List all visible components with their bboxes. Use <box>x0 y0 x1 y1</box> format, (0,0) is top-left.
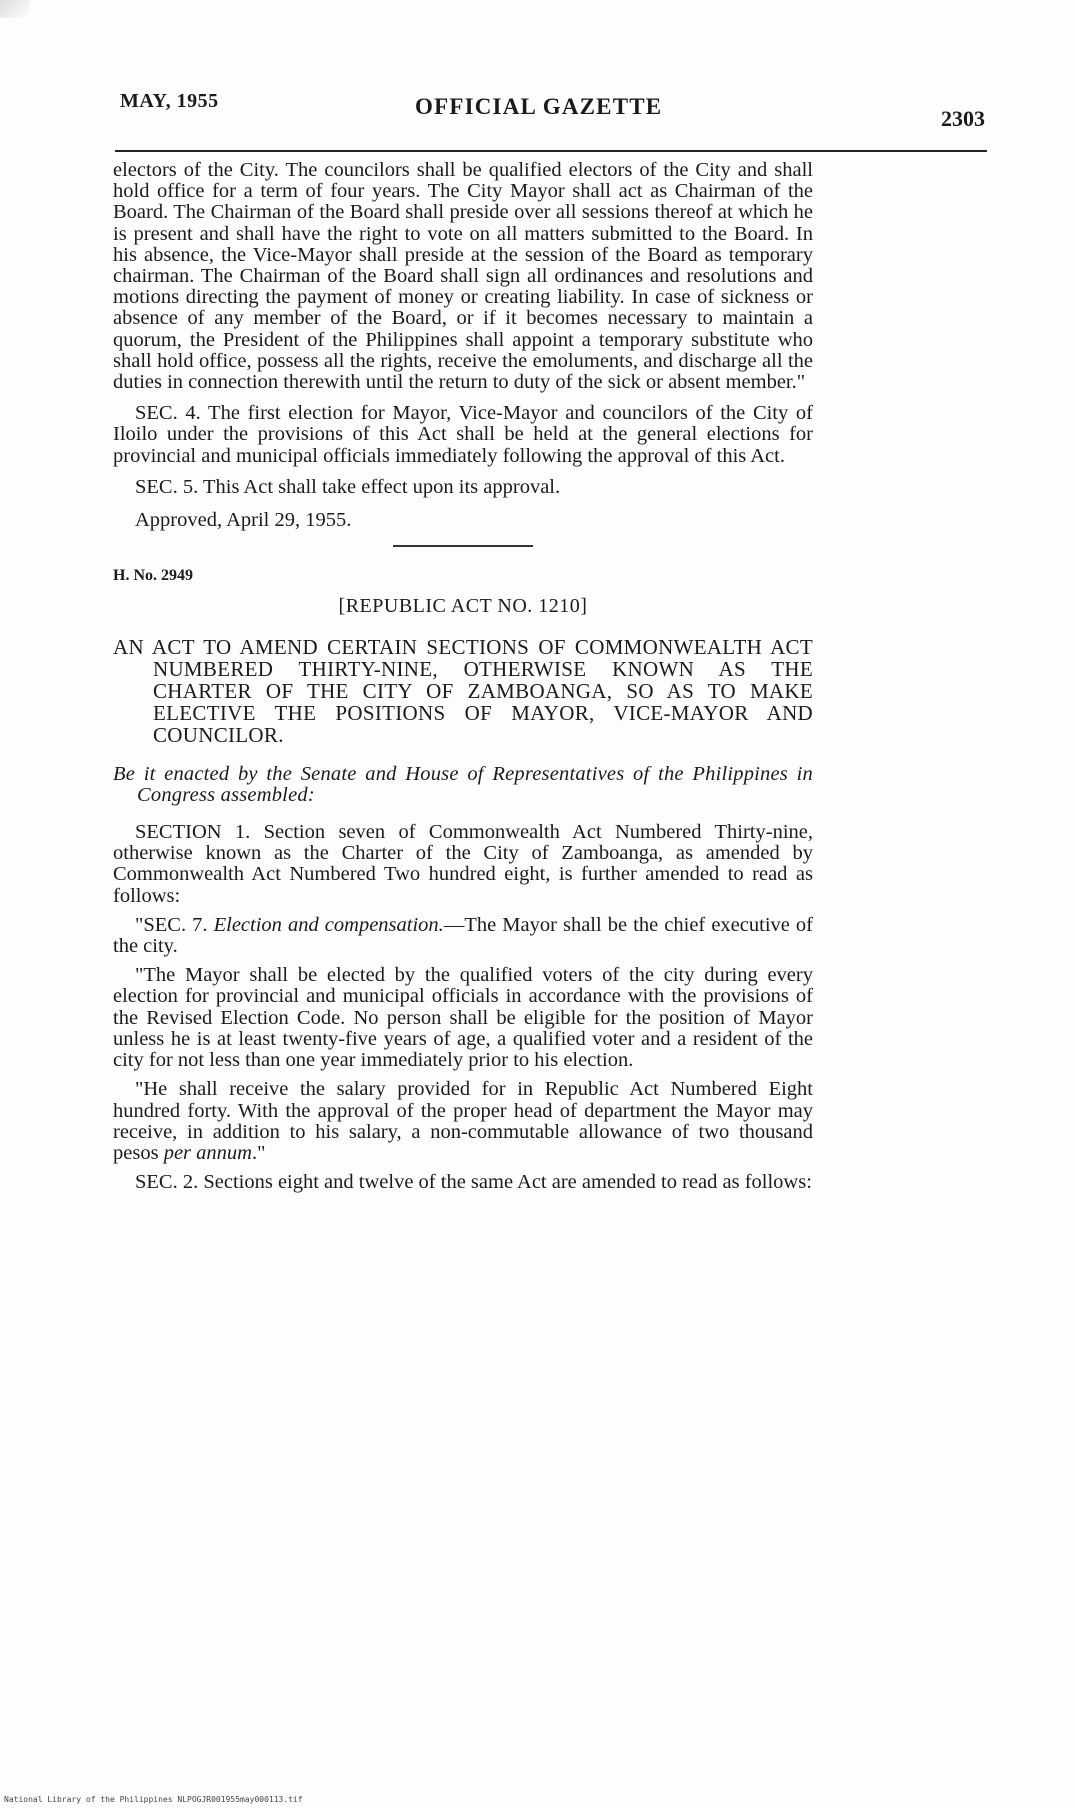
per-annum-text: per annum <box>163 1141 252 1164</box>
separator-rule <box>393 545 533 547</box>
continuation-paragraph: electors of the City. The councilors shall be qualified electors of the City and shall hold office for a term of four years. The City Mayor shall act as Chairman of the Board. The Chairman of the Board shall preside over all sessions thereof at which he is present and shall have the right to vote on all matters submitted to the Board. In his absence, the Vice-Mayor shall preside at the session of the Board as temporary chairman. The Chairman of the Board shall sign all ordinances and resolutions and motions directing the payment of money or creating liability. In case of sickness or absence of any member of the Board, or if it becomes necessary to maintain a quorum, the President of the Philippines shall appoint a temporary substitute who shall hold office, possess all the rights, receive the emoluments, and discharge all the duties in connection therewith until the return to duty of the sick or absent member." <box>113 159 813 394</box>
bill-number: H. No. 2949 <box>113 567 193 585</box>
approval-date: Approved, April 29, 1955. <box>135 509 352 532</box>
section-7-text: —The Mayor shall be the chief executive of the city. <box>113 913 814 958</box>
enacting-clause: Be it enacted by the Senate and House of Representatives of the Philippines in Congress assembled: <box>113 762 813 806</box>
mayor-election-paragraph: "The Mayor shall be elected by the qualified voters of the city during every election for provincial and municipal officials in accordance with the provisions of the Revised Election Code. No person shall be eligible for the position of Mayor unless he is at least twenty-five years of age, a qualified voter and a resident of the city for not less than one year immediately prior to his election. <box>113 964 813 1072</box>
header-title: OFFICIAL GAZETTE <box>415 94 663 119</box>
section-7-heading: Election and compensation. <box>213 913 444 936</box>
salary-text: "He shall receive the salary provided for in Republic Act Numbered Eight hundred forty. With the approval of the proper head of department the Mayor may receive, in addition to his salary, a non-commutable allowance of two thousand pesos <box>113 1078 813 1164</box>
republic-act-number: [REPUBLIC ACT NO. 1210] <box>338 595 588 618</box>
salary-closing: ." <box>251 1141 266 1164</box>
section-4-paragraph: SEC. 4. The first election for Mayor, Vice-Mayor and councilors of the City of Iloilo under the provisions of this Act shall be held at the general elections for provincial and municipal officials immediately following the approval of this Act. <box>113 402 813 467</box>
scan-footer: National Library of the Philippines NLPOGJR001955may000113.tif <box>4 1795 303 1804</box>
header-rule <box>115 150 987 152</box>
section-7-label: "SEC. 7. <box>135 913 214 936</box>
section-1-paragraph: SECTION 1. Section seven of Commonwealth Act Numbered Thirty-nine, otherwise known as the Charter of the City of Zamboanga, as amended by Commonwealth Act Numbered Two hundred eight, is further amended to read as follows: <box>113 821 813 907</box>
scan-artifact <box>0 0 30 18</box>
salary-paragraph <box>113 1079 813 1164</box>
section-7-paragraph <box>113 915 813 957</box>
header-date: MAY, 1955 <box>120 90 219 112</box>
section-2-paragraph: SEC. 2. Sections eight and twelve of the same Act are amended to read as follows: <box>135 1171 812 1194</box>
page-number: 2303 <box>941 106 985 131</box>
page-header <box>120 86 985 131</box>
section-5-paragraph: SEC. 5. This Act shall take effect upon its approval. <box>135 475 561 498</box>
act-title: AN ACT TO AMEND CERTAIN SECTIONS OF COMMONWEALTH ACT NUMBERED THIRTY-NINE, OTHERWISE KNOWN AS THE CHARTER OF THE CITY OF ZAMBOANGA, SO AS TO MAKE ELECTIVE THE POSITIONS OF MAYOR, VICE-MAYOR AND COUNCILOR. <box>113 634 813 747</box>
page-body <box>113 160 813 1193</box>
